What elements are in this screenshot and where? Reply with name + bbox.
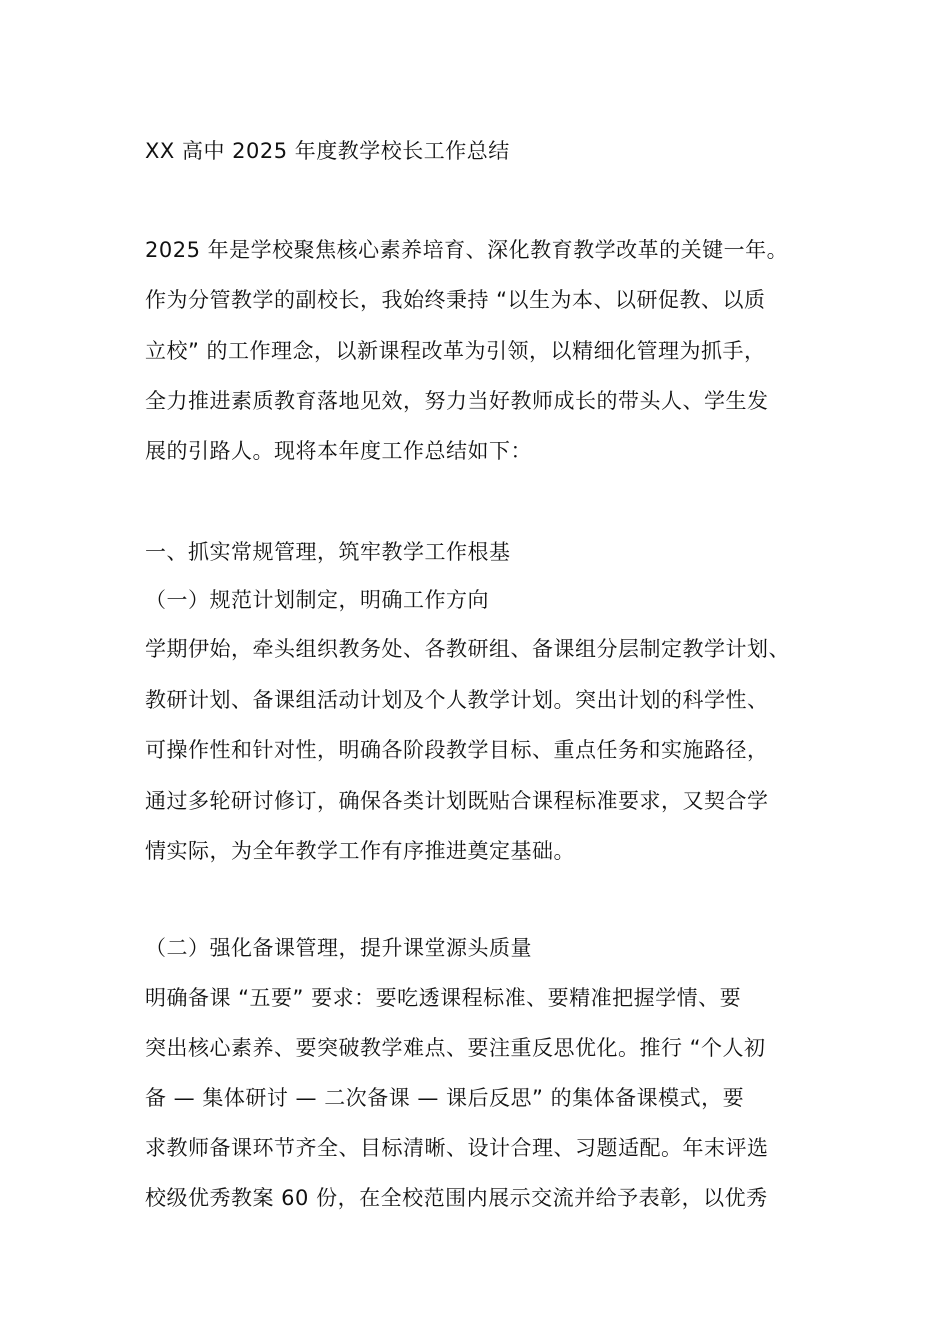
subsection-2-line-5: 校级优秀教案 60 份，在全校范围内展示交流并给予表彰，以优秀 xyxy=(145,1186,768,1210)
intro-line-4: 全力推进素质教育落地见效，努力当好教师成长的带头人、学生发 xyxy=(145,389,769,413)
subsection-1-line-4: 通过多轮研讨修订，确保各类计划既贴合课程标准要求，又契合学 xyxy=(145,789,769,813)
intro-line-3: 立校” 的工作理念，以新课程改革为引领，以精细化管理为抓手， xyxy=(145,339,766,363)
subsection-1-line-1: 学期伊始，牵头组织教务处、各教研组、备课组分层制定教学计划、 xyxy=(145,637,790,661)
subsection-1-heading: （一）规范计划制定，明确工作方向 xyxy=(145,588,489,612)
subsection-2-line-4: 求教师备课环节齐全、目标清晰、设计合理、习题适配。年末评选 xyxy=(145,1136,769,1160)
subsection-2-line-2: 突出核心素养、要突破教学难点、要注重反思优化。推行 “个人初 xyxy=(145,1036,766,1060)
subsection-2-line-3: 备 — 集体研讨 — 二次备课 — 课后反思” 的集体备课模式，要 xyxy=(145,1086,745,1110)
subsection-1-line-5: 情实际，为全年教学工作有序推进奠定基础。 xyxy=(145,839,575,863)
document-title: XX 高中 2025 年度教学校长工作总结 xyxy=(145,139,510,163)
subsection-1-line-3: 可操作性和针对性，明确各阶段教学目标、重点任务和实施路径， xyxy=(145,738,769,762)
subsection-2-heading: （二）强化备课管理，提升课堂源头质量 xyxy=(145,936,532,960)
subsection-1-line-2: 教研计划、备课组活动计划及个人教学计划。突出计划的科学性、 xyxy=(145,688,769,712)
subsection-2-line-1: 明确备课 “五要” 要求：要吃透课程标准、要精准把握学情、要 xyxy=(145,986,742,1010)
intro-line-2: 作为分管教学的副校长，我始终秉持 “以生为本、以研促教、以质 xyxy=(145,288,766,312)
intro-line-5: 展的引路人。现将本年度工作总结如下： xyxy=(145,439,532,463)
intro-line-1: 2025 年是学校聚焦核心素养培育、深化教育教学改革的关键一年。 xyxy=(145,238,789,262)
section-1-heading: 一、抓实常规管理，筑牢教学工作根基 xyxy=(145,540,511,564)
